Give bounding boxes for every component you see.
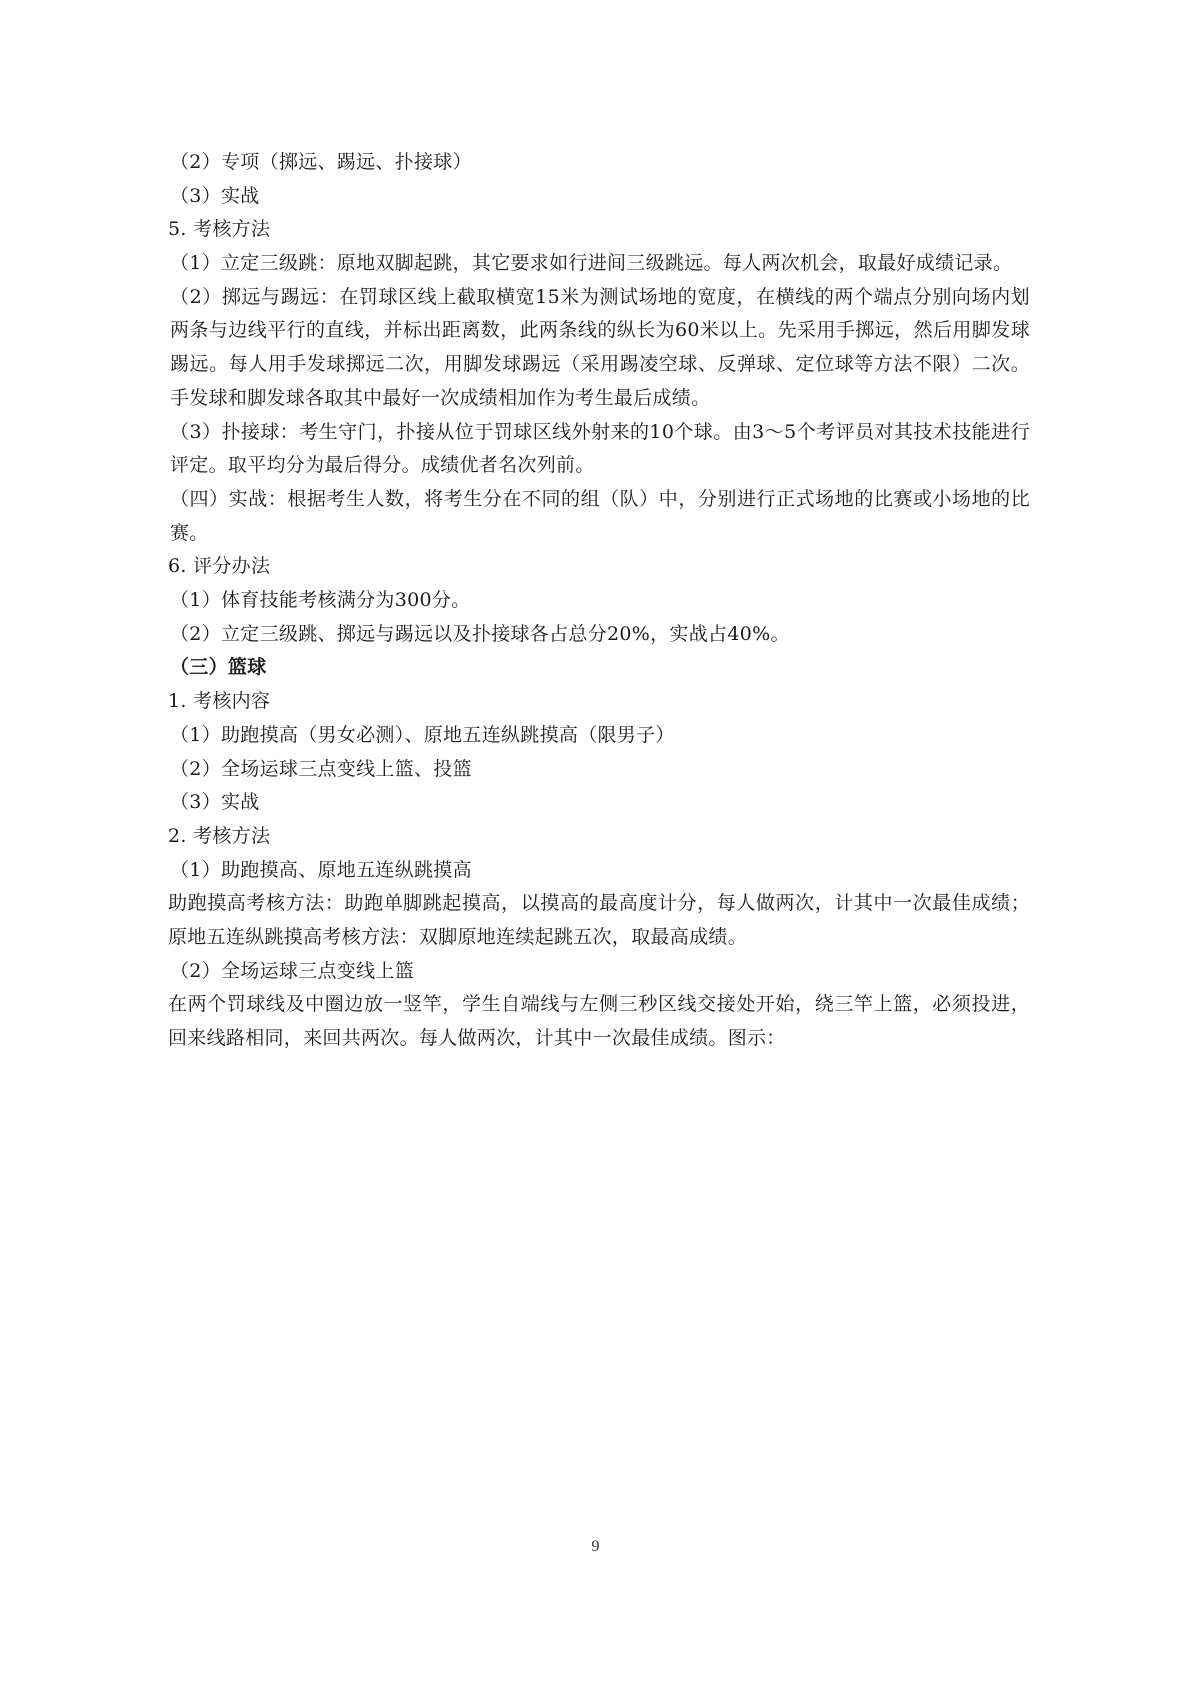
heading-assessment-content: 1. 考核内容 (168, 690, 271, 713)
section-title-basketball: （三）篮球 (170, 656, 267, 679)
list-item-touch-height-method: （1）助跑摸高、原地五连纵跳摸高 (170, 858, 472, 881)
paragraph-goalkeeping: （3）扑接球：考生守门，扑接从位于罚球区线外射来的10个球。由3～5个考评员对其技术技能进行评定。取平均分为最后得分。成绩优者名次列前。 (170, 420, 1030, 477)
heading-basketball-method: 2. 考核方法 (168, 824, 271, 847)
paragraph-standing-triple-jump: （1）立定三级跳：原地双脚起跳，其它要求如行进间三级跳远。每人两次机会，取最好成绩记录。 (170, 252, 1013, 275)
list-item-match: （3）实战 (170, 184, 260, 207)
heading-assessment-method: 5. 考核方法 (168, 218, 271, 241)
list-item-dribble-layup: （2）全场运球三点变线上篮、投篮 (170, 757, 472, 780)
paragraph-throw-kick-distance: （2）掷远与踢远：在罚球区线上截取横宽15米为测试场地的宽度，在横线的两个端点分别向场内划两条与边线平行的直线，并标出距离数，此两条线的纵长为60米以上。先采用手掷远，然后用脚发球踢远。每人用手发球掷远二次，用脚发球踢远（采用踢凌空球、反弹球、定位球等方法不限）二次。手发球和脚发球各取其中最好一次成绩相加作为考生最后成绩。 (170, 285, 1030, 409)
paragraph-touch-height-details: 助跑摸高考核方法：助跑单脚跳起摸高，以摸高的最高度计分，每人做两次，计其中一次最佳成绩；原地五连纵跳摸高考核方法：双脚原地连续起跳五次，取最高成绩。 (168, 892, 1030, 948)
heading-scoring-method: 6. 评分办法 (168, 555, 271, 578)
page-number: 9 (591, 1538, 600, 1555)
document-page (168, 146, 1030, 1056)
list-item-touch-height: （1）助跑摸高（男女必测）、原地五连纵跳摸高（限男子） (170, 723, 675, 746)
list-item-score-weights: （2）立定三级跳、掷远与踢远以及扑接球各占总分20%，实战占40%。 (170, 622, 790, 645)
paragraph-match-play: （四）实战：根据考生人数，将考生分在不同的组（队）中，分别进行正式场地的比赛或小场地的比赛。 (170, 487, 1030, 544)
list-item-basketball-match: （3）实战 (170, 791, 260, 814)
paragraph-dribble-details: 在两个罚球线及中圈边放一竖竿，学生自端线与左侧三秒区线交接处开始，绕三竿上篮，必须投进，回来线路相同，来回共两次。每人做两次，计其中一次最佳成绩。图示： (168, 993, 1030, 1050)
list-item-full-score: （1）体育技能考核满分为300分。 (170, 589, 471, 612)
list-item-specialty: （2）专项（掷远、踢远、扑接球） (170, 151, 472, 173)
list-item-dribble-method: （2）全场运球三点变线上篮 (170, 959, 414, 982)
